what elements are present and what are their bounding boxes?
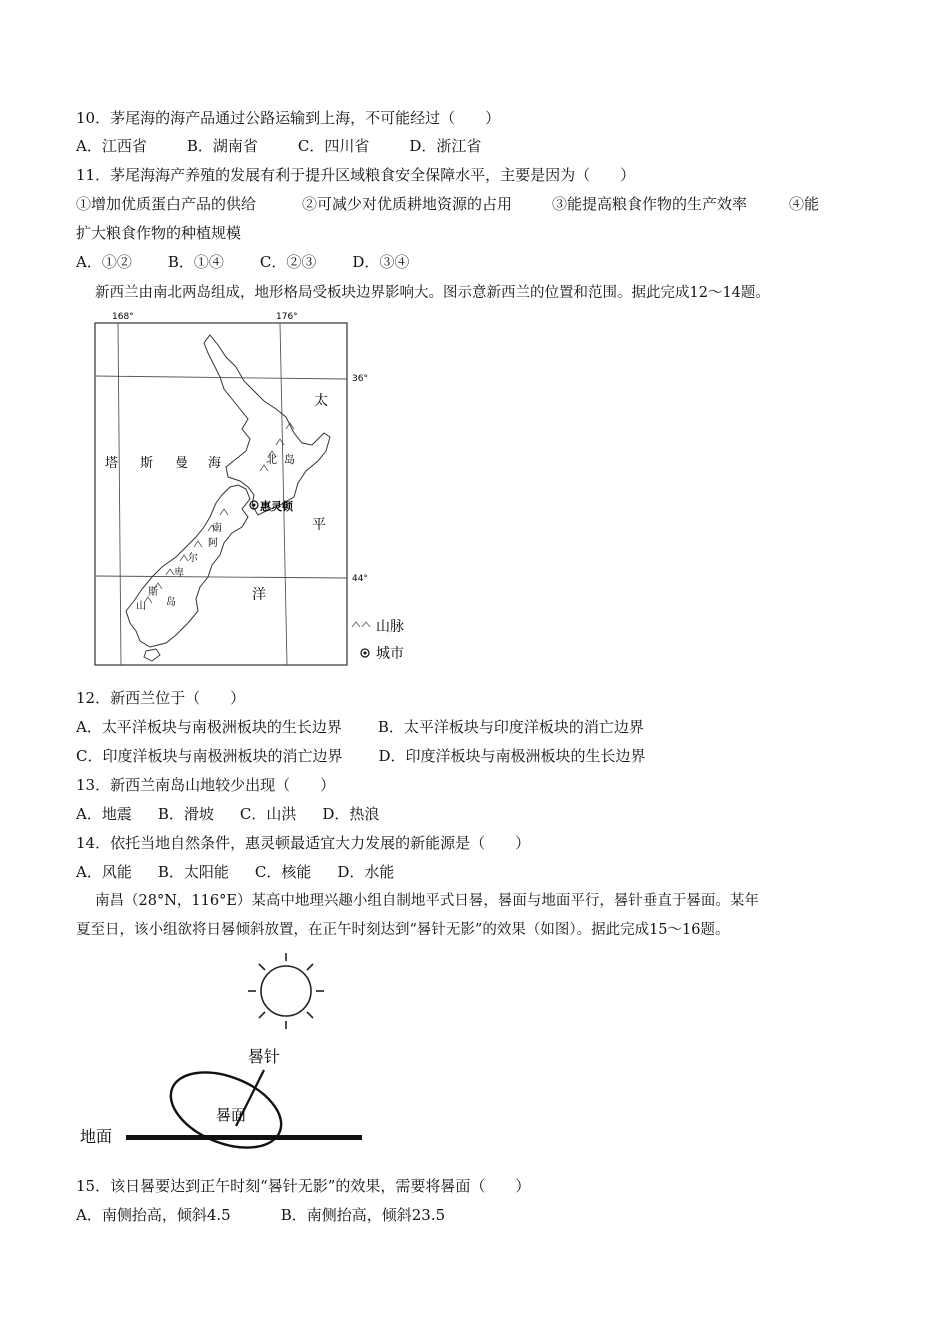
q15-stem: 15．该日晷要达到正午时刻“晷针无影”的效果，需要将晷面（ ） xyxy=(76,1177,531,1195)
q12-options-row2 xyxy=(76,746,646,766)
q13-option-b: B．滑坡 xyxy=(157,805,214,823)
alps-char-3: 尔 xyxy=(188,553,198,564)
q12-stem: 12．新西兰位于（ ） xyxy=(76,689,246,707)
q12-option-a: A．太平洋板块与南极洲板块的生长边界 xyxy=(76,718,342,736)
q14-option-b: B．太阳能 xyxy=(157,863,229,881)
q13-options xyxy=(76,804,379,824)
alps-char-1: 南 xyxy=(212,523,222,534)
q11-item-1: ①增加优质蛋白产品的供给 xyxy=(76,195,257,213)
lon-label-176: 176° xyxy=(276,312,298,322)
q11-item-4: ④能 xyxy=(789,195,820,213)
q10-option-a: A．江西省 xyxy=(76,137,147,155)
ground-label: 地面 xyxy=(80,1127,113,1146)
pacific-char-3: 洋 xyxy=(252,587,266,603)
q11-item-3: ③能提高粮食作物的生产效率 xyxy=(552,195,748,213)
q11-option-a: A．①② xyxy=(76,253,132,271)
q13-option-d: D．热浪 xyxy=(322,805,380,823)
q13-option-a: A．地震 xyxy=(76,805,132,823)
q11-option-c: C．②③ xyxy=(259,253,317,271)
map-frame xyxy=(95,323,347,665)
sundial-intro-line2: 夏至日，该小组欲将日晷倾斜放置，在正午时刻达到“晷针无影”的效果（如图）。据此完成15～16题。 xyxy=(76,922,730,938)
legend-city-label: 城市 xyxy=(376,646,404,662)
sundial-figure xyxy=(76,948,376,1153)
nz-intro: 新西兰由南北两岛组成，地形格局受板块边界影响大。图示意新西兰的位置和范围。据此完成12～14题。 xyxy=(95,285,770,301)
q12-option-c: C．印度洋板块与南极洲板块的消亡边界 xyxy=(76,747,343,765)
alps-char-2: 阿 xyxy=(208,538,218,549)
south-island-char-2: 岛 xyxy=(166,597,176,608)
tasman-char-1: 塔 xyxy=(105,456,119,471)
q12-option-d: D．印度洋板块与南极洲板块的生长边界 xyxy=(378,747,646,765)
tasman-char-3: 曼 xyxy=(175,456,189,471)
alps-char-5: 山 xyxy=(136,601,146,612)
q15-option-a: A．南侧抬高，倾斜4.5 xyxy=(76,1206,231,1224)
pacific-char-1: 太 xyxy=(314,393,328,409)
tasman-char-4: 海 xyxy=(208,456,222,471)
ground-line xyxy=(126,1135,362,1140)
q10-option-c: C．四川省 xyxy=(297,137,370,155)
q11-option-b: B．①④ xyxy=(167,253,224,271)
q11-stem: 11．茅尾海海产养殖的发展有利于提升区域粮食安全保障水平，主要是因为（ ） xyxy=(76,166,636,184)
sundial-intro-line1: 南昌（28°N，116°E）某高中地理兴趣小组自制地平式日晷，晷面与地面平行，晷针垂直于晷面。某年 xyxy=(95,893,759,909)
north-island-char-1: 北 xyxy=(266,453,277,466)
pacific-char-2: 平 xyxy=(312,517,326,533)
legend xyxy=(352,619,404,662)
legend-mountain-label: 山脉 xyxy=(376,619,404,635)
q11-item-2: ②可减少对优质耕地资源的占用 xyxy=(302,195,513,213)
q11-option-d: D．③④ xyxy=(352,253,410,271)
q14-stem: 14．依托当地自然条件，惠灵顿最适宜大力发展的新能源是（ ） xyxy=(76,834,531,852)
q15-option-b: B．南侧抬高，倾斜23.5 xyxy=(280,1206,446,1224)
north-island-char-2: 岛 xyxy=(284,453,295,466)
q10-options xyxy=(76,136,481,156)
alps-char-4: 卑 xyxy=(174,568,184,579)
lat-label-36: 36° xyxy=(352,374,368,384)
q12-options-row1 xyxy=(76,717,644,737)
q10-option-b: B．湖南省 xyxy=(186,137,258,155)
q11-item-4-cont: 扩大粮食作物的种植规模 xyxy=(76,224,242,242)
q10-stem: 10．茅尾海的海产品通过公路运输到上海，不可能经过（ ） xyxy=(76,109,501,127)
q13-option-c: C．山洪 xyxy=(239,805,297,823)
mountain-legend-icon xyxy=(352,622,370,627)
q11-items xyxy=(76,194,819,214)
sun-icon xyxy=(248,953,324,1029)
q13-stem: 13．新西兰南岛山地较少出现（ ） xyxy=(76,776,336,794)
gnomon-label: 晷针 xyxy=(248,1047,281,1066)
wellington-label: 惠灵顿 xyxy=(260,500,293,513)
south-island-char-1: 斯 xyxy=(148,587,158,598)
q14-option-d: D．水能 xyxy=(337,863,395,881)
dial-label: 晷面 xyxy=(216,1106,247,1124)
q10-option-d: D．浙江省 xyxy=(409,137,482,155)
q14-options xyxy=(76,862,394,882)
tasman-char-2: 斯 xyxy=(140,456,154,471)
q11-options xyxy=(76,252,409,272)
lat-label-44: 44° xyxy=(352,574,368,584)
q15-options xyxy=(76,1205,445,1225)
lon-label-168: 168° xyxy=(112,312,134,322)
q14-option-a: A．风能 xyxy=(76,863,132,881)
q14-option-c: C．核能 xyxy=(254,863,312,881)
q12-option-b: B．太平洋板块与印度洋板块的消亡边界 xyxy=(377,718,644,736)
nz-map xyxy=(80,305,440,670)
